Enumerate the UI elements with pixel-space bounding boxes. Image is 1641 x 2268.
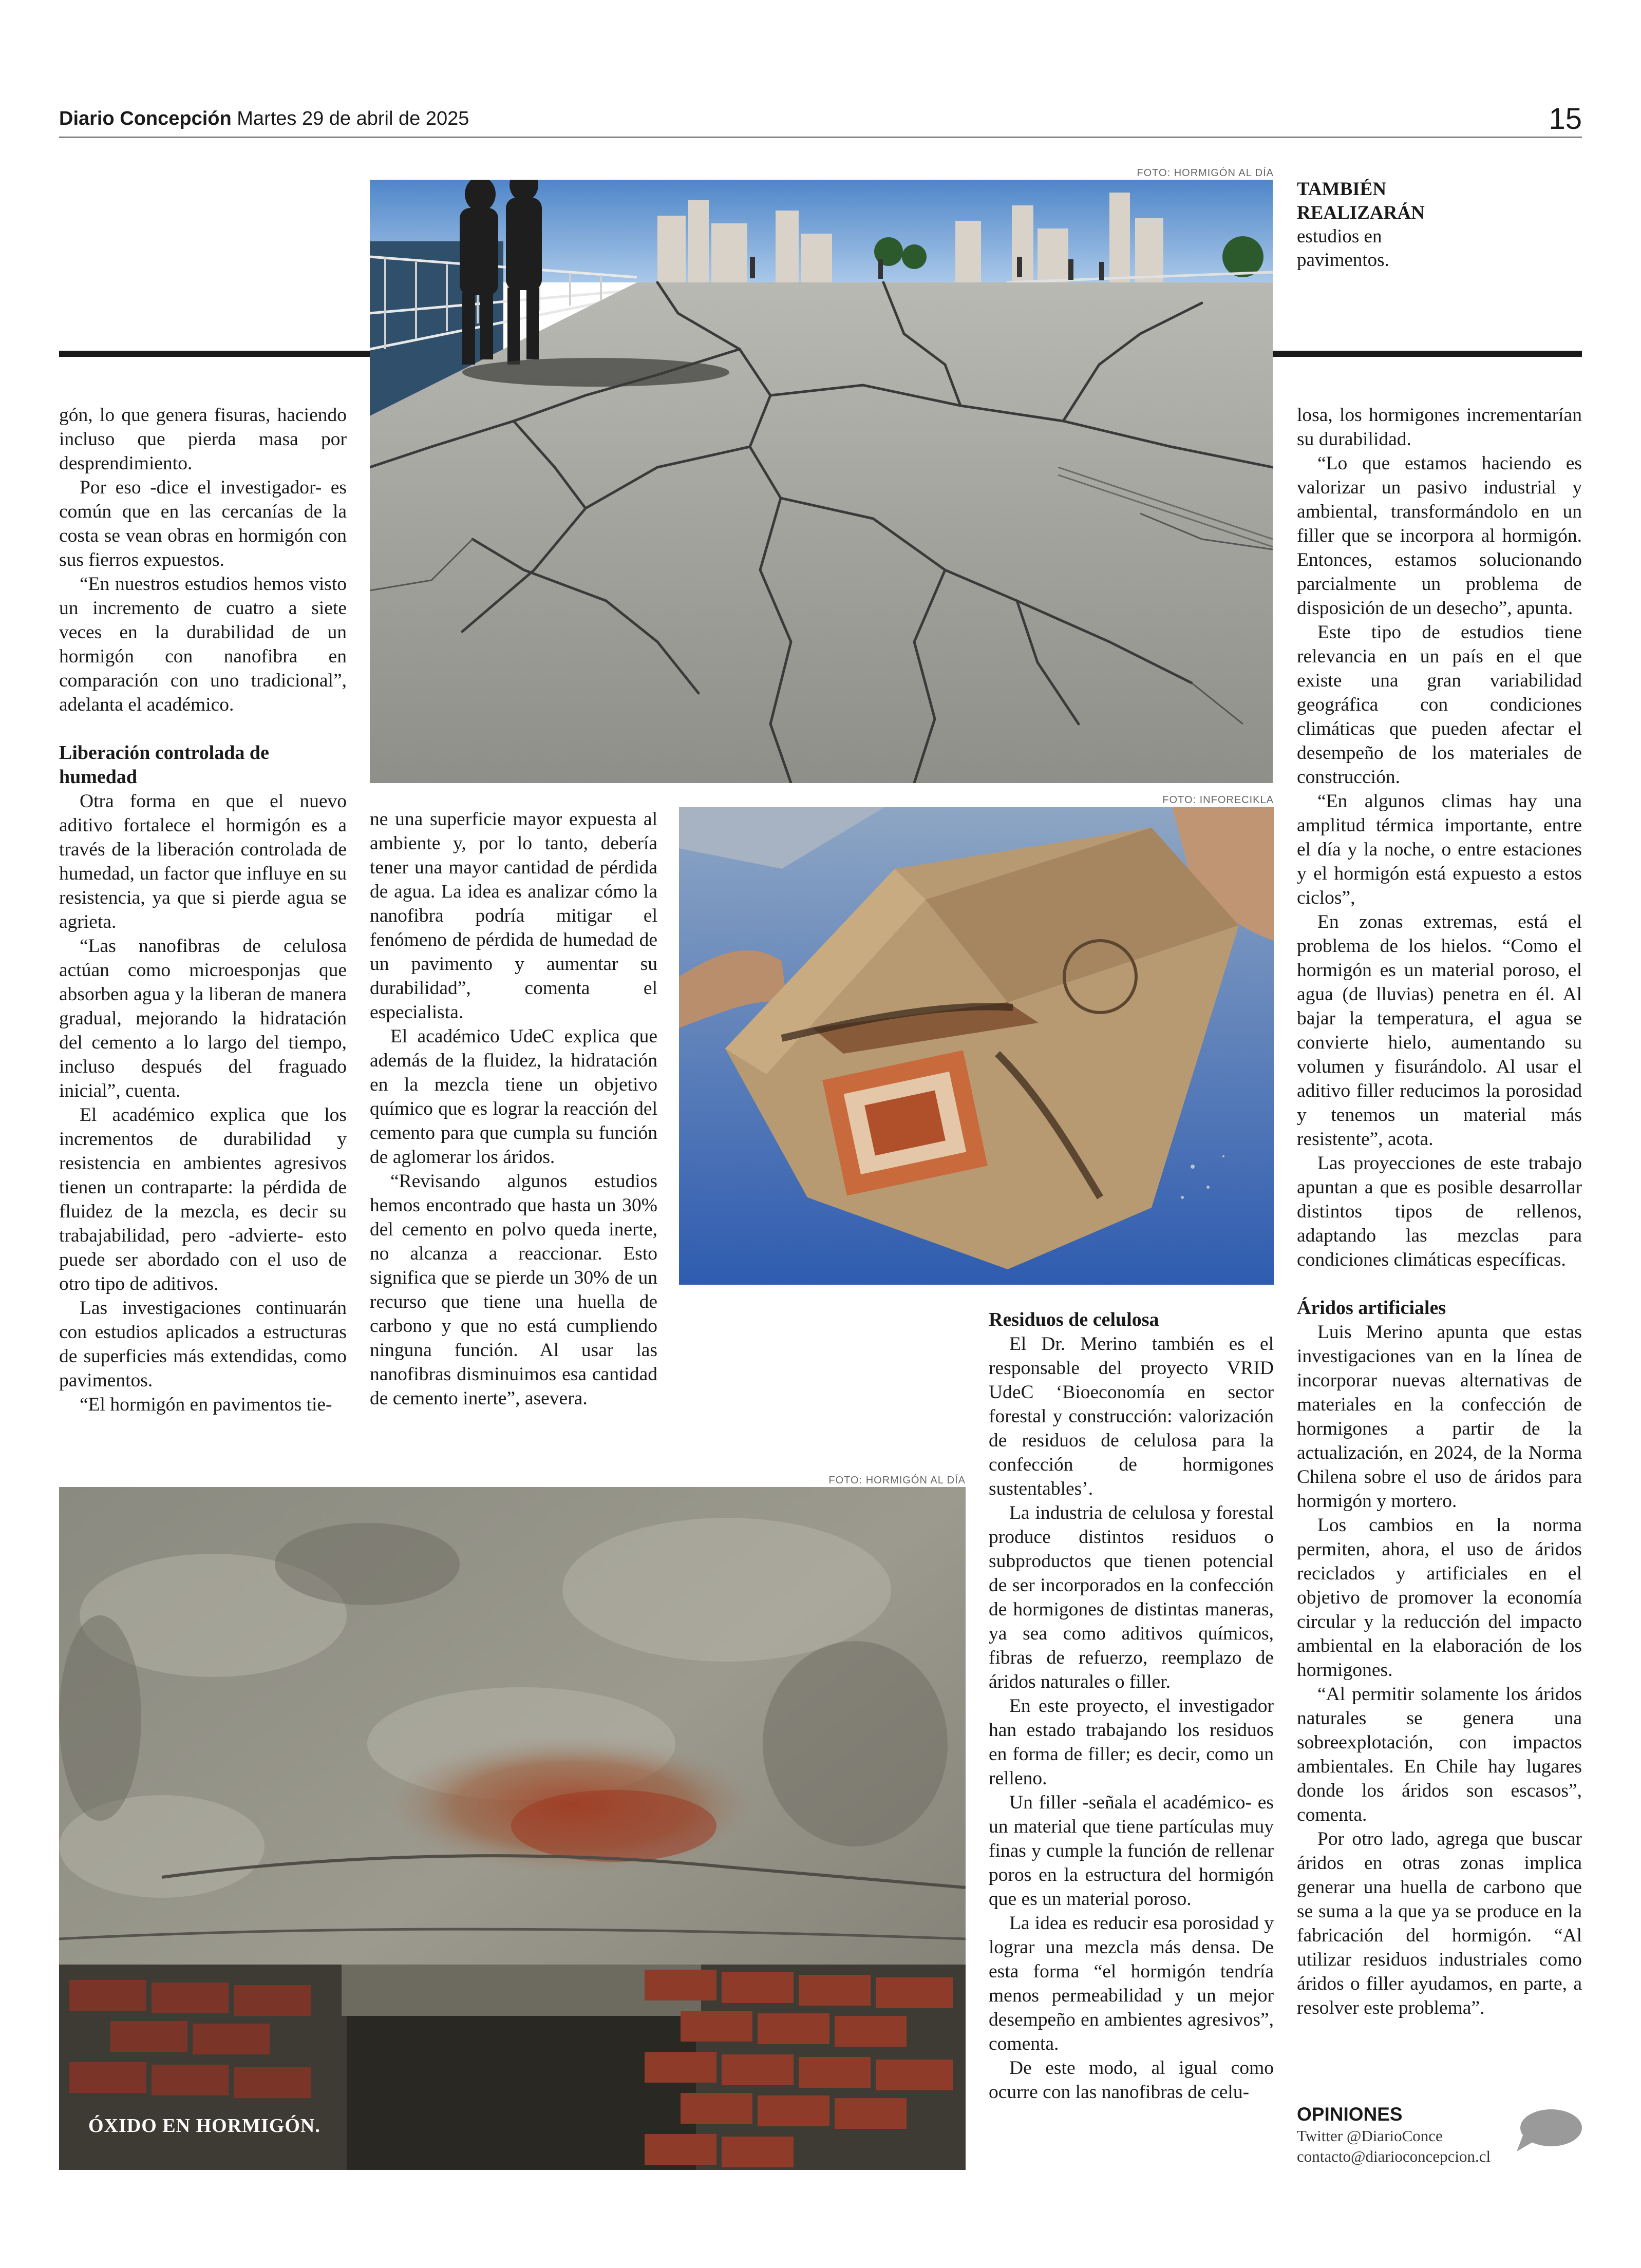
- article-column-3: [989, 1308, 1274, 2104]
- rust-concrete-photo: [59, 1487, 966, 2170]
- page-number: 15: [1549, 102, 1582, 136]
- rust-photo-label: ÓXIDO EN HORMIGÓN.: [88, 2115, 320, 2137]
- paragraph: Los cambios en la norma permiten, ahora, el uso de áridos reciclados y artificiales en el objetivo de promover la economía circular y la reducción del impacto ambiental en la elaboración de los hormigones.: [1297, 1515, 1582, 1681]
- paragraph: El académico UdeC explica que además de la fluidez, la hidratación en la mezcla tiene un objetivo químico que es lograr la reacción del cemento para que cumpla su función de aglomerar los áridos.: [370, 1026, 657, 1168]
- caption-title: TAMBIÉN REALIZARÁN: [1297, 179, 1425, 223]
- section-rule-left: [59, 351, 370, 357]
- rust-concrete-image: [59, 1487, 966, 2170]
- paragraph: Las investigaciones continuarán con estudios aplicados a estructuras de superficies más extendidas, como pavimentos.: [59, 1298, 347, 1391]
- issue-date: Martes 29 de abril de 2025: [237, 108, 469, 129]
- paragraph: En este proyecto, el investigador han estado trabajando los residuos en forma de filler; es decir, como un relleno.: [989, 1695, 1274, 1789]
- section-rule-right: [1273, 351, 1582, 357]
- paragraph: Por otro lado, agrega que buscar áridos en otras zonas implica generar una huella de carbono que se suma a la que ya se produce en la fabricación del hormigón. “Al utilizar residuos industriales como áridos o filler ayudamos, en parte, a resolver este problema”.: [1297, 1828, 1582, 2018]
- paragraph: Por eso -dice el investigador- es común que en las cercanías de la costa se vean obras en hormigón con sus fierros expuestos.: [59, 477, 347, 570]
- cement-bag-image: [679, 807, 1274, 1285]
- paragraph: Otra forma en que el nuevo aditivo fortalece el hormigón es a través de la liberación controlada de humedad, un factor que influye en su resistencia, ya que si pierde agua se agrieta.: [59, 791, 347, 932]
- paragraph: En zonas extremas, está el problema de los hielos. “Como el hormigón es un material poroso, el agua (de lluvias) penetra en él. Al bajar la temperatura, el agua se convierte hielo, aumentando su volumen y fisurándolo. Al usar el aditivo filler reducimos la porosidad y tenemos un material más resistente”, acota.: [1297, 911, 1582, 1150]
- speech-bubble-icon: [1513, 2107, 1582, 2152]
- article-column-1: [59, 403, 347, 1417]
- cement-bag-photo: [679, 807, 1274, 1285]
- photo-credit-cement: FOTO: INFORECIKLA: [1162, 794, 1274, 806]
- paragraph: Este tipo de estudios tiene relevancia en un país en el que existe una gran variabilidad geográfica con condiciones climáticas que pueden afectar el desempeño de los materiales de construcción.: [1297, 622, 1582, 788]
- contact-email[interactable]: contacto@diarioconcepcion.cl: [1297, 2147, 1491, 2165]
- paragraph: “Las nanofibras de celulosa actúan como microesponjas que absorben agua y la liberan de manera gradual, mejorando la hidratación del cemento a lo largo del tiempo, incluso después del fraguado inicial”, cuenta.: [59, 936, 347, 1101]
- paragraph: losa, los hormigones incrementarían su durabilidad.: [1297, 405, 1582, 450]
- caption-text: estudios en pavimentos.: [1297, 226, 1389, 271]
- paragraph: “Al permitir solamente los áridos naturales se genera una sobreexplotación, con impactos ambientales. En Chile hay lugares donde los áridos son escasos”, comenta.: [1297, 1684, 1582, 1825]
- subheading-residuos: Residuos de celulosa: [989, 1309, 1159, 1330]
- cracked-pavement-image: [370, 180, 1273, 783]
- masthead: [59, 108, 469, 130]
- paragraph: Las proyecciones de este trabajo apuntan a que es posible desarrollar distintos tipos de rellenos, adaptando las mezclas para condiciones climáticas específicas.: [1297, 1153, 1582, 1270]
- twitter-handle[interactable]: Twitter @DiarioConce: [1297, 2127, 1443, 2145]
- paragraph: El académico explica que los incrementos de durabilidad y resistencia en ambientes agresivos tienen un contraparte: la pérdida de fluidez de la mezcla, es decir su trabajabilidad, pero -advierte- esto puede ser abordado con el uso de otro tipo de aditivos.: [59, 1104, 347, 1294]
- newspaper-name: Diario Concepción: [59, 108, 232, 129]
- paragraph: La industria de celulosa y forestal produce distintos residuos o subproductos que tienen potencial de ser incorporados en la confección de hormigones de distintas maneras, ya sea como aditivos químicos, fibras de refuerzo, reemplazo de áridos naturales o filler.: [989, 1502, 1274, 1692]
- paragraph: “En algunos climas hay una amplitud térmica importante, entre el día y la noche, o entre estaciones y el hormigón está expuesto a estos ciclos”,: [1297, 791, 1582, 908]
- paragraph: “El hormigón en pavimentos tie-: [80, 1394, 332, 1415]
- page-header: [59, 102, 1582, 137]
- opinions-box: [1297, 2103, 1582, 2167]
- photo-credit-pavement: FOTO: HORMIGÓN AL DÍA: [1137, 167, 1274, 179]
- paragraph: Luis Merino apunta que estas investigaciones van en la línea de incorporar nuevas alternativas de materiales en la confección de hormigones a partir de la actualización, en 2024, de la Norma Chilena sobre el uso de áridos para hormigón y mortero.: [1297, 1322, 1582, 1512]
- article-column-4: [1297, 403, 1582, 2020]
- opinions-title: OPINIONES: [1297, 2104, 1403, 2125]
- paragraph: Un filler -señala el académico- es un material que tiene partículas muy finas y cumple la función de rellenar poros en la estructura del hormigón que es un material poroso.: [989, 1792, 1274, 1910]
- paragraph: “Lo que estamos haciendo es valorizar un pasivo industrial y ambiental, transformándolo en un filler que se incorpora al hormigón. Entonces, estamos solucionando parcialmente un problema de disposición de un desecho”, apunta.: [1297, 453, 1582, 619]
- paragraph: De este modo, al igual como ocurre con las nanofibras de celu-: [989, 2057, 1274, 2103]
- pavement-caption: [1297, 178, 1451, 272]
- photo-credit-rust: FOTO: HORMIGÓN AL DÍA: [828, 1475, 966, 1486]
- subheading-aridos: Áridos artificiales: [1297, 1297, 1446, 1319]
- paragraph: gón, lo que genera fisuras, haciendo incluso que pierda masa por desprendimiento.: [59, 405, 347, 474]
- paragraph: La idea es reducir esa porosidad y lograr una mezcla más densa. De esta forma “el hormigón tendría menos permeabilidad y un mejor desempeño en ambientes agresivos”, comenta.: [989, 1913, 1274, 2054]
- article-column-2: [370, 807, 657, 1411]
- subheading-liberacion: Liberación controlada de humedad: [59, 742, 269, 788]
- paragraph: “En nuestros estudios hemos visto un incremento de cuatro a siete veces en la durabilidad de un hormigón con nanofibra en comparación con uno tradicional”, adelanta el académico.: [59, 574, 347, 715]
- pavement-photo: [370, 180, 1273, 783]
- paragraph: El Dr. Merino también es el responsable del proyecto VRID UdeC ‘Bioeconomía en sector forestal y construcción: valorización de residuos de celulosa para la confección de hormigones sustentables’.: [989, 1333, 1274, 1499]
- paragraph: ne una superficie mayor expuesta al ambiente y, por lo tanto, debería tener una mayor cantidad de pérdida de agua. La idea es analizar cómo la nanofibra podría mitigar el fenómeno de pérdida de humedad de un pavimento y aumentar su durabilidad”, comenta el especialista.: [370, 809, 657, 1023]
- header-divider: [59, 137, 1582, 138]
- paragraph: “Revisando algunos estudios hemos encontrado que hasta un 30% del cemento en polvo queda inerte, no alcanza a reaccionar. Esto significa que se pierde un 30% de un recurso que tiene una huella de carbono y que no está cumpliendo ninguna función. Al usar las nanofibras disminuimos esa cantidad de cemento inerte”, asevera.: [370, 1171, 657, 1409]
